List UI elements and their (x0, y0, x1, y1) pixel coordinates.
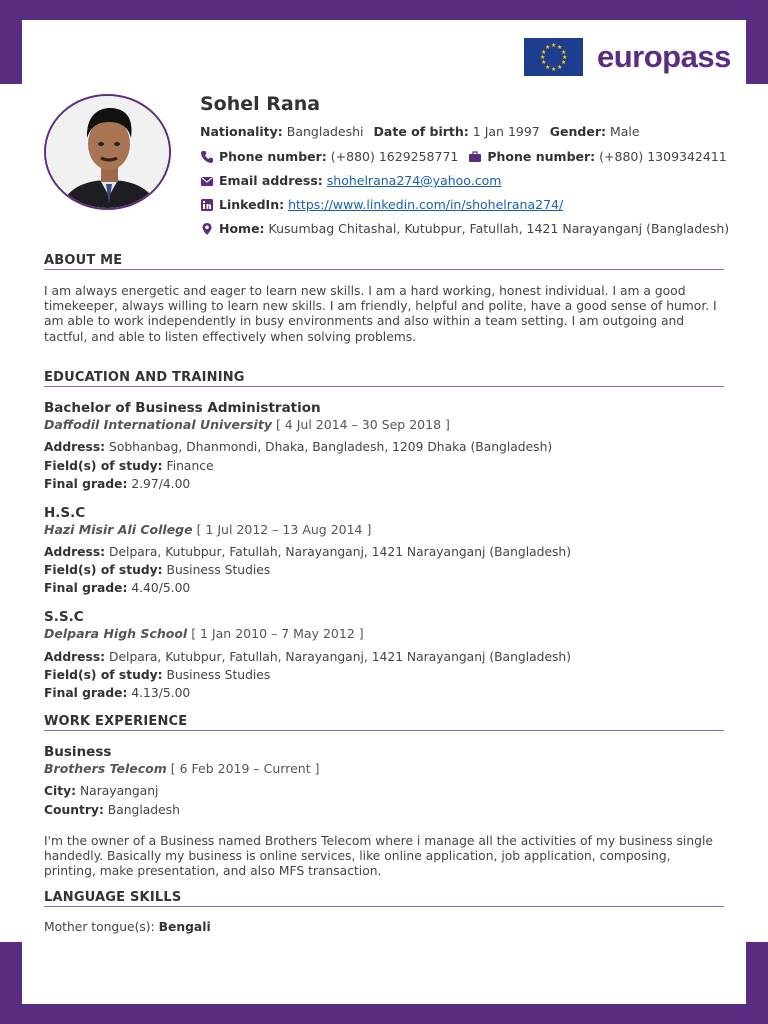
work-country: Bangladesh (107, 803, 180, 817)
europass-logo (524, 38, 731, 76)
work-role: Business (44, 744, 112, 760)
work-dates: [ 6 Feb 2019 – Current ] (170, 761, 320, 776)
frame-right-top (746, 0, 768, 84)
education-school-row (44, 522, 371, 537)
field-label: Field(s) of study: (44, 668, 163, 682)
education-address-row (44, 545, 571, 559)
phone-label-2: Phone number: (487, 149, 596, 164)
grade-label: Final grade: (44, 686, 128, 700)
email-link[interactable]: shohelrana274@yahoo.com (326, 173, 502, 188)
education-grade: 4.13/5.00 (131, 686, 191, 700)
education-grade-row (44, 477, 190, 491)
email-icon (200, 174, 214, 188)
grade-label: Final grade: (44, 581, 128, 595)
about-section-title: ABOUT ME (44, 253, 724, 270)
work-employer: Brothers Telecom (44, 761, 167, 776)
phone-value-2: (+880) 1309342411 (599, 149, 727, 164)
field-label: Field(s) of study: (44, 563, 163, 577)
linkedin-row (200, 197, 563, 212)
frame-right-bottom (746, 942, 768, 1024)
education-degree: Bachelor of Business Administration (44, 400, 321, 416)
address-label: Address: (44, 440, 106, 454)
address-label: Address: (44, 650, 106, 664)
education-degree: S.S.C (44, 609, 84, 625)
home-value: Kusumbag Chitashal, Kutubpur, Fatullah, 1421 Narayanganj (Bangladesh) (268, 221, 730, 236)
education-address-row (44, 650, 571, 664)
education-address: Sobhanbag, Dhanmondi, Dhaka, Bangladesh, 1209 Dhaka (Bangladesh) (109, 440, 553, 454)
education-address: Delpara, Kutubpur, Fatullah, Narayanganj, 1421 Narayanganj (Bangladesh) (109, 650, 572, 664)
work-description: I'm the owner of a Business named Brothers Telecom where i manage all the activities of my business single handedly. Basically my business is online services, like online application, job application, composing, printing, make presentation, and also MFS transaction. (44, 834, 713, 879)
education-field-row (44, 668, 270, 682)
work-employer-row (44, 761, 319, 776)
work-city: Narayanganj (79, 784, 159, 798)
phone-value-1: (+880) 1629258771 (330, 149, 459, 164)
linkedin-link[interactable]: https://www.linkedin.com/in/shohelrana274/ (288, 197, 564, 212)
education-address: Delpara, Kutubpur, Fatullah, Narayanganj, 1421 Narayanganj (Bangladesh) (109, 545, 572, 559)
education-dates: [ 4 Jul 2014 – 30 Sep 2018 ] (275, 417, 450, 432)
education-school: Delpara High School (44, 626, 188, 641)
dob-label: Date of birth: (373, 124, 469, 139)
country-label: Country: (44, 803, 104, 817)
phone-row (200, 149, 727, 164)
education-grade: 4.40/5.00 (131, 581, 191, 595)
work-country-row (44, 803, 180, 817)
education-degree: H.S.C (44, 505, 86, 521)
grade-label: Final grade: (44, 477, 128, 491)
field-label: Field(s) of study: (44, 459, 163, 473)
profile-photo (44, 94, 171, 210)
education-section-title: EDUCATION AND TRAINING (44, 370, 724, 387)
address-label: Address: (44, 545, 106, 559)
personal-details-row (200, 124, 640, 139)
mother-tongue-row (44, 920, 211, 934)
frame-left-bottom (0, 942, 22, 1024)
linkedin-icon (200, 198, 214, 212)
education-dates: [ 1 Jul 2012 – 13 Aug 2014 ] (196, 522, 372, 537)
home-label: Home: (219, 221, 265, 236)
work-city-row (44, 784, 158, 798)
nationality-value: Bangladeshi (286, 124, 364, 139)
education-grade-row (44, 686, 190, 700)
education-field: Business Studies (166, 668, 271, 682)
home-row (200, 221, 729, 236)
city-label: City: (44, 784, 77, 798)
email-row (200, 173, 501, 188)
person-name: Sohel Rana (200, 93, 321, 115)
education-dates: [ 1 Jan 2010 – 7 May 2012 ] (191, 626, 364, 641)
eu-flag-icon: ★ ★ ★ ★ ★ ★ ★ ★ ★ ★ ★ ★ (524, 38, 583, 76)
education-school: Daffodil International University (44, 417, 272, 432)
education-school-row (44, 417, 450, 432)
education-grade-row (44, 581, 190, 595)
education-address-row (44, 440, 552, 454)
dob-value: 1 Jan 1997 (472, 124, 540, 139)
education-school: Hazi Misir Ali College (44, 522, 193, 537)
frame-top-bar (0, 0, 768, 20)
work-section-title: WORK EXPERIENCE (44, 714, 724, 731)
education-field: Finance (166, 459, 214, 473)
education-school-row (44, 626, 364, 641)
frame-left-top (0, 0, 22, 84)
briefcase-icon (468, 150, 482, 164)
education-field-row (44, 459, 214, 473)
logo-text: europass (597, 39, 731, 74)
about-text: I am always energetic and eager to learn new skills. I am a hard working, honest individual. I am a good timekeeper, always willing to learn new skills. I am friendly, helpful and polite, have a good sense of humor. I am able to work independently in busy environments and also within a team setting. I am outgoing and tactful, and able to listen effectively when solving problems. (44, 284, 717, 344)
email-label: Email address: (219, 173, 323, 188)
education-field-row (44, 563, 270, 577)
frame-bottom-bar (0, 1004, 768, 1024)
phone-label: Phone number: (219, 149, 327, 164)
linkedin-label: LinkedIn: (219, 197, 285, 212)
gender-value: Male (609, 124, 640, 139)
nationality-label: Nationality: (200, 124, 283, 139)
phone-icon (200, 150, 214, 164)
education-grade: 2.97/4.00 (131, 477, 191, 491)
gender-label: Gender: (549, 124, 606, 139)
education-field: Business Studies (166, 563, 271, 577)
language-section-title: LANGUAGE SKILLS (44, 890, 724, 907)
location-pin-icon (200, 222, 214, 236)
mother-tongue-value: Bengali (158, 920, 211, 934)
mother-tongue-label: Mother tongue(s): (44, 920, 155, 934)
